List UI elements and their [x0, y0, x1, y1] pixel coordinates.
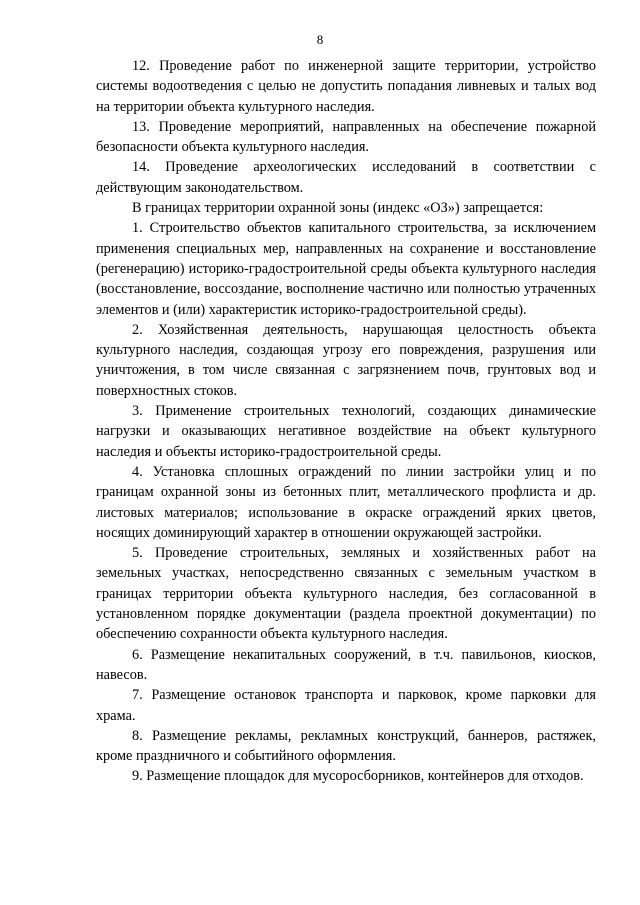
prohibition-item-5: 5. Проведение строительных, земляных и хозяйственных работ на земельных участках, непосредственно связанных с земельным участком в границах территории объекта культурного наследия, без согласованной в установленном порядке документации (раздела проектной документации) по обеспечению сохранности объекта культурного наследия. — [96, 545, 596, 643]
paragraph-item-14: 14. Проведение археологических исследований в соответствии с действующим законодательством. — [96, 159, 596, 196]
prohibition-item-9: 9. Размещение площадок для мусоросборников, контейнеров для отходов. — [132, 768, 584, 785]
prohibition-item-2: 2. Хозяйственная деятельность, нарушающая целостность объекта культурного наследия, создающая угрозу его повреждения, разрушения или уничтожения, в том числе связанная с загрязнением почв, грунтовых вод и поверхностных стоков. — [96, 321, 596, 399]
document-body — [96, 56, 596, 787]
prohibition-item-8: 8. Размещение рекламы, рекламных конструкций, баннеров, растяжек, кроме праздничного и событийного оформления. — [96, 727, 596, 765]
paragraph-item-12: 12. Проведение работ по инженерной защите территории, устройство системы водоотведения с целью не допустить попадания ливневых и талых вод на территории объекта культурного наследия. — [96, 58, 596, 115]
prohibition-item-4: 4. Установка сплошных ограждений по линии застройки улиц и по границам охранной зоны из бетонных плит, металлического профлиста и др. листовых материалов; использование в окраске ограждений ярких цветов, носящих доминирующий характер в отношении окружающей застройки. — [96, 463, 596, 541]
prohibition-item-7: 7. Размещение остановок транспорта и парковок, кроме парковки для храма. — [96, 687, 596, 724]
page-number: 8 — [316, 32, 324, 47]
prohibition-item-1: 1. Строительство объектов капитального строительства, за исключением применения специальных мер, направленных на сохранение и восстановление (регенерацию) историко-градостроительной среды объекта культурного наследия (восстановление, воссоздание, восполнение частично или полностью утраченных элементов и (или) характеристик историко-градостроительной среды). — [96, 220, 596, 318]
prohibition-item-3: 3. Применение строительных технологий, создающих динамические нагрузки и оказывающих негативное воздействие на объект культурного наследия и объекты историко-градостроительной среды. — [96, 403, 596, 460]
paragraph-item-13: 13. Проведение мероприятий, направленных на обеспечение пожарной безопасности объекта культурного наследия. — [96, 118, 596, 156]
protection-zone-heading: В границах территории охранной зоны (индекс «ОЗ») запрещается: — [132, 200, 544, 217]
prohibition-item-6: 6. Размещение некапитальных сооружений, в т.ч. павильонов, киосков, навесов. — [96, 646, 596, 683]
